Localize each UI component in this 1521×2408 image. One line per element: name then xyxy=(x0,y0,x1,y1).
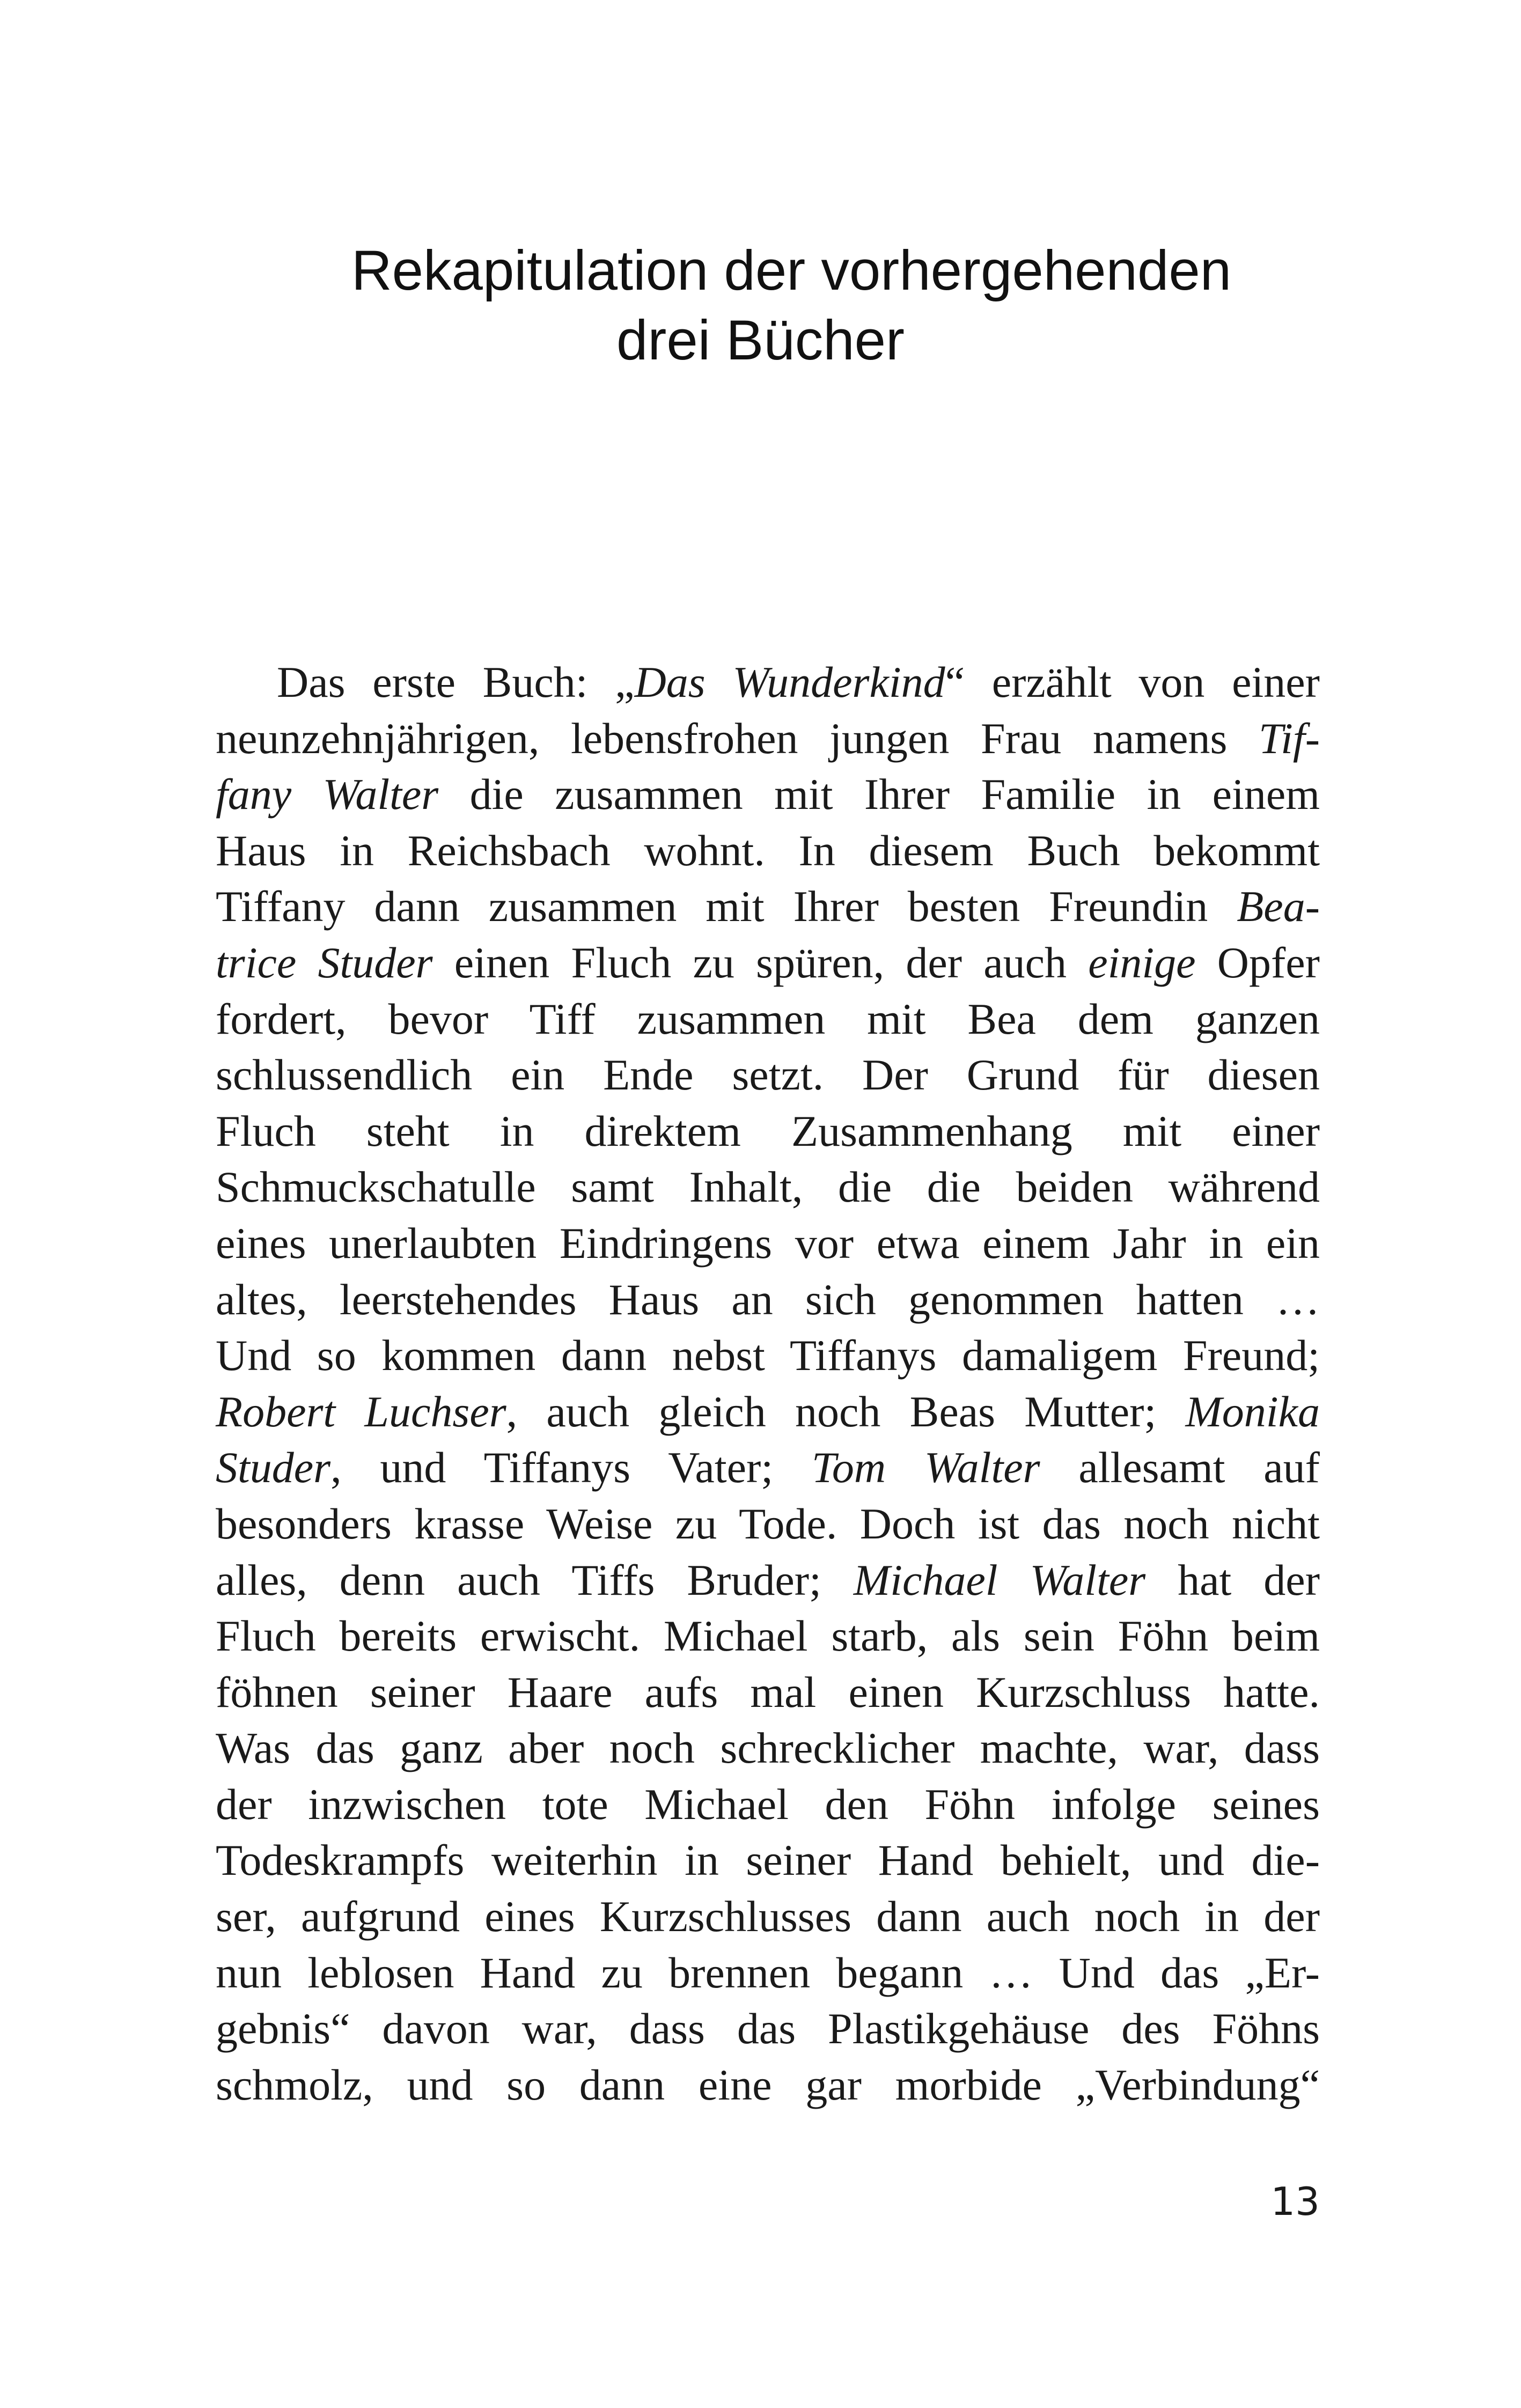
italic-text: Robert Luchser xyxy=(216,1387,506,1436)
text-line xyxy=(216,654,1320,711)
text-segment: besonders krasse Weise zu Tode. Doch ist das noch nicht xyxy=(216,1499,1320,1548)
text-segment: eines unerlaubten Eindringens vor etwa einem Jahr in ein xyxy=(216,1218,1320,1268)
text-line xyxy=(216,1496,1320,1552)
text-line xyxy=(216,1328,1320,1384)
text-segment: nun leblosen Hand zu brennen begann … Und das „Er- xyxy=(216,1948,1320,1997)
italic-text: trice Studer xyxy=(216,938,433,987)
italic-text: Bea- xyxy=(1237,882,1320,931)
text-segment: Opfer xyxy=(1195,938,1320,987)
italic-text: fany Walter xyxy=(216,770,439,819)
text-line xyxy=(216,767,1320,823)
text-line xyxy=(216,1159,1320,1216)
text-segment: , und Tiffanys Vater; xyxy=(330,1443,812,1492)
text-segment: Todeskrampfs weiterhin in seiner Hand behielt, und die- xyxy=(216,1836,1320,1885)
text-line xyxy=(216,1047,1320,1103)
text-segment: Haus in Reichsbach wohnt. In diesem Buch bekommt xyxy=(216,826,1320,875)
italic-text: Michael Walter xyxy=(853,1555,1146,1604)
italic-text: Tif- xyxy=(1259,713,1320,763)
text-line xyxy=(216,1832,1320,1889)
text-line xyxy=(216,879,1320,935)
italic-text: Das Wunderkind xyxy=(634,658,945,706)
body-paragraph xyxy=(216,654,1320,2113)
chapter-heading-line-1: Rekapitulation der vorhergehenden xyxy=(351,239,1232,302)
italic-text: Monika xyxy=(1185,1387,1320,1436)
text-segment: schmolz, und so dann eine gar morbide „Verbindung“ xyxy=(216,2060,1320,2109)
italic-text: Studer xyxy=(216,1443,331,1492)
text-segment: Fluch bereits erwischt. Michael starb, als sein Föhn beim xyxy=(216,1611,1320,1661)
text-segment: , auch gleich noch Beas Mutter; xyxy=(506,1387,1186,1436)
text-line xyxy=(216,1720,1320,1777)
text-line xyxy=(216,1384,1320,1440)
text-segment: Was das ganz aber noch schrecklicher machte, war, dass xyxy=(216,1724,1320,1773)
text-segment: die zusammen mit Ihrer Familie in einem xyxy=(438,770,1320,819)
text-segment: altes, leerstehendes Haus an sich genommen hatten … xyxy=(216,1275,1320,1324)
text-line xyxy=(216,711,1320,767)
text-line xyxy=(216,1665,1320,1721)
text-line xyxy=(216,1103,1320,1160)
text-segment: neunzehnjährigen, lebensfrohen jungen Frau namens xyxy=(216,713,1259,763)
text-line xyxy=(216,823,1320,879)
text-line xyxy=(216,2057,1320,2114)
text-line xyxy=(216,2001,1320,2057)
text-line xyxy=(216,1945,1320,2001)
text-line xyxy=(216,1216,1320,1272)
page-number: 13 xyxy=(1270,2179,1320,2224)
text-segment: hat der xyxy=(1145,1555,1320,1604)
text-segment: Schmuckschatulle samt Inhalt, die die beiden während xyxy=(216,1162,1320,1212)
text-segment: alles, denn auch Tiffs Bruder; xyxy=(216,1555,854,1604)
text-line xyxy=(216,1440,1320,1496)
text-segment: Tiffany dann zusammen mit Ihrer besten Freundin xyxy=(216,882,1237,931)
text-line xyxy=(216,991,1320,1048)
text-line xyxy=(216,1889,1320,1945)
text-segment: fordert, bevor Tiff zusammen mit Bea dem ganzen xyxy=(216,994,1320,1043)
text-segment: gebnis“ davon war, dass das Plastikgehäuse des Föhns xyxy=(216,2004,1320,2053)
text-segment: der inzwischen tote Michael den Föhn infolge seines xyxy=(216,1779,1320,1829)
chapter-heading xyxy=(0,236,1521,375)
text-segment: föhnen seiner Haare aufs mal einen Kurzschluss hatte. xyxy=(216,1667,1320,1717)
text-segment: allesamt auf xyxy=(1040,1443,1320,1492)
chapter-heading-line-2: drei Bücher xyxy=(616,309,905,372)
text-segment: “ erzählt von einer xyxy=(945,658,1320,706)
italic-text: einige xyxy=(1088,938,1196,987)
text-line xyxy=(216,1777,1320,1833)
text-line xyxy=(216,1552,1320,1609)
italic-text: Tom Walter xyxy=(811,1443,1040,1492)
text-segment: Und so kommen dann nebst Tiffanys damaligem Freund; xyxy=(216,1331,1320,1380)
text-segment: einen Fluch zu spüren, der auch xyxy=(432,938,1089,987)
text-segment: ser, aufgrund eines Kurzschlusses dann auch noch in der xyxy=(216,1892,1320,1941)
text-line xyxy=(216,935,1320,991)
text-line xyxy=(216,1272,1320,1328)
text-segment: Das erste Buch: „ xyxy=(277,658,635,706)
text-segment: Fluch steht in direktem Zusammenhang mit einer xyxy=(216,1106,1320,1155)
text-segment: schlussendlich ein Ende setzt. Der Grund für diesen xyxy=(216,1050,1320,1100)
text-line xyxy=(216,1608,1320,1665)
